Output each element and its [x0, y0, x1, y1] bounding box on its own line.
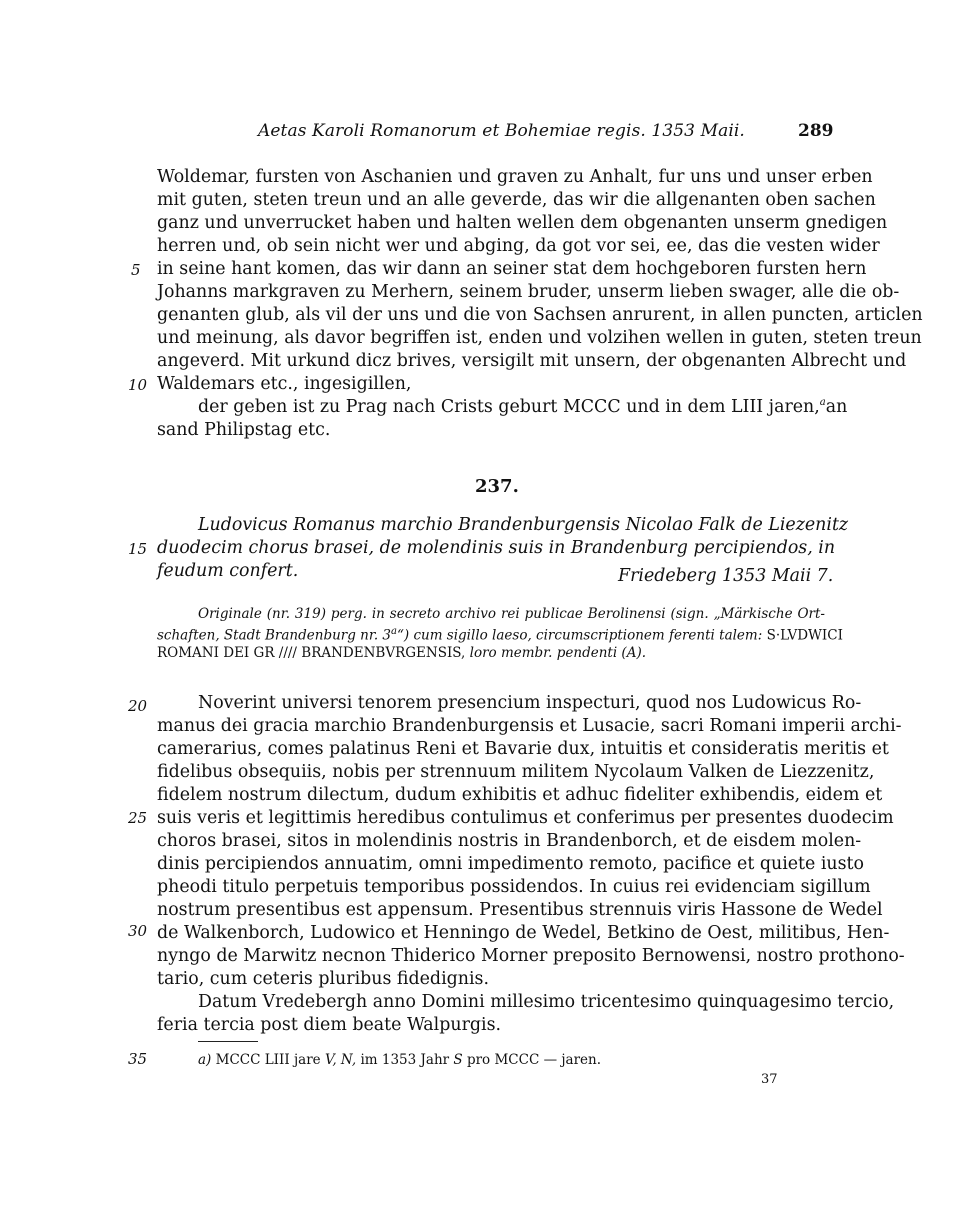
body-line: nostrum presentibus est appensum. Presentibus strennuis viris Hassone de Wedel: [157, 900, 883, 920]
footnote-ref: a: [819, 397, 826, 409]
body-line: fidelem nostrum dilectum, dudum exhibitis et adhuc fideliter exhibendis, eidem et: [157, 785, 883, 805]
text-line: in seine hant komen, das wir dann an seiner stat dem hochgeboren fursten hern: [157, 259, 867, 279]
body-line: suis veris et legittimis heredibus contulimus et conferimus per presentes duodecim: [157, 808, 894, 828]
source-line: schaften, Stadt Brandenburg nr. 3$^a$“) cum sigillo laeso, circumscriptionem ferenti talem: S·LVDWICI: [157, 626, 843, 644]
datum-line: feria tercia post diem beate Walpurgis.: [157, 1015, 502, 1035]
line-number: 25: [128, 809, 148, 827]
line-number: 35: [128, 1050, 148, 1068]
body-line: Noverint universi tenorem presencium inspecturi, quod nos Ludowicus Ro-: [198, 693, 862, 713]
body-line: choros brasei, sitos in molendinis nostris in Brandenborch, et de eisdem molen-: [157, 831, 862, 851]
line-number: 5: [131, 261, 141, 279]
footnote: a) MCCC LIII jare V, N, im 1353 Jahr S pro MCCC — jaren.: [198, 1052, 602, 1068]
closing-text: der geben ist zu Prag nach Crists geburt MCCC und in dem LIII jaren,$^a$: [198, 397, 826, 417]
source-line: Originale (nr. 319) perg. in secreto archivo rei publicae Berolinensi (sign. „Märkische Ort-: [198, 606, 825, 622]
body-line: manus dei gracia marchio Brandenburgensis et Lusacie, sacri Romani imperii archi-: [157, 716, 902, 736]
footnote-divider: [198, 1041, 258, 1042]
document-number: 237.: [475, 476, 519, 497]
text-line: und meinung, als davor begriffen ist, enden und volzihen wellen in guten, steten treun: [157, 328, 922, 348]
body-line: fidelibus obsequiis, nobis per strennuum militem Nycolaum Valken de Liezzenitz,: [157, 762, 875, 782]
text-line: genanten glub, als vil der uns und die von Sachsen anrurent, in allen puncten, articlen: [157, 305, 923, 325]
text-line: angeverd. Mit urkund dicz brives, versigilt mit unsern, der obgenanten Albrecht und: [157, 351, 907, 371]
regest-line: feudum confert.: [157, 561, 299, 581]
text-line: mit guten, steten treun und an alle geverde, das wir die allgenanten oben sachen: [157, 190, 876, 210]
regest-line: Ludovicus Romanus marchio Brandenburgensis Nicolao Falk de Liezenitz: [198, 515, 849, 535]
body-line: nyngo de Marwitz necnon Thiderico Morner preposito Bernowensi, nostro prothono-: [157, 946, 905, 966]
source-line: ROMANI DEI GR //// BRANDENBVRGENSIS, loro membr. pendenti (A).: [157, 645, 646, 661]
text-line: herren und, ob sein nicht wer und abging, da got vor sei, ee, das die vesten wider: [157, 236, 880, 256]
body-line: pheodi titulo perpetuis temporibus possidendos. In cuius rei evidenciam sigillum: [157, 877, 871, 897]
datum-line: Datum Vredebergh anno Domini millesimo tricentesimo quinquagesimo tercio,: [198, 992, 895, 1012]
line-number: 20: [128, 697, 148, 715]
line-number: 15: [128, 540, 148, 558]
regest-line: duodecim chorus brasei, de molendinis suis in Brandenburg percipiendos, in: [157, 538, 836, 558]
text-line: Johanns markgraven zu Merhern, seinem bruder, unserm lieben swager, alle die ob-: [157, 282, 900, 302]
page-number: 289: [798, 121, 834, 141]
text-line: ganz und unverrucket haben und halten wellen dem obgenanten unserm gnedigen: [157, 213, 888, 233]
running-title: Aetas Karoli Romanorum et Bohemiae regis. 1353 Maii.: [258, 121, 745, 141]
body-line: dinis percipiendos annuatim, omni impedimento remoto, pacifice et quiete iusto: [157, 854, 865, 874]
closing-tail: an: [825, 397, 848, 417]
closing-line: [198, 397, 848, 417]
signature-mark: 37: [761, 1072, 778, 1087]
text-line: Woldemar, fursten von Aschanien und graven zu Anhalt, fur uns und unser erben: [157, 167, 873, 187]
text-line: Waldemars etc., ingesigillen,: [157, 374, 412, 394]
place-date: Friedeberg 1353 Maii 7.: [618, 566, 834, 586]
body-line: tario, cum ceteris pluribus fidedignis.: [157, 969, 489, 989]
text-line: sand Philipstag etc.: [157, 420, 331, 440]
body-line: camerarius, comes palatinus Reni et Bavarie dux, intuitis et consideratis meritis et: [157, 739, 889, 759]
body-line: de Walkenborch, Ludowico et Henningo de Wedel, Betkino de Oest, militibus, Hen-: [157, 923, 890, 943]
line-number: 30: [128, 922, 148, 940]
line-number: 10: [128, 376, 148, 394]
footnote-marker: a): [198, 1052, 212, 1068]
